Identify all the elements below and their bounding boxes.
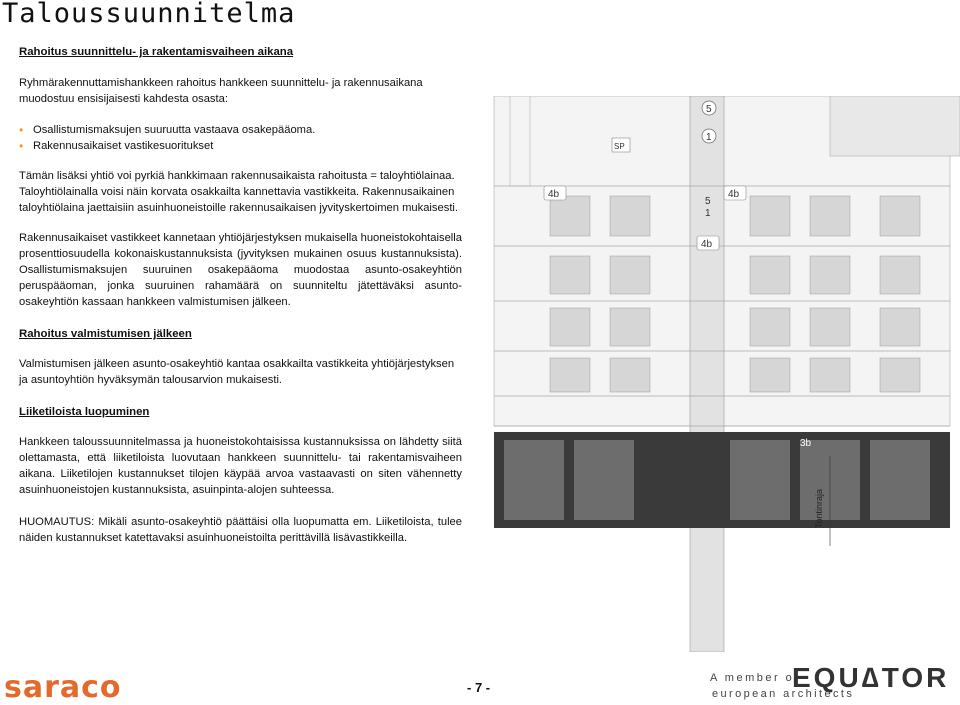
- section-heading: Liiketiloista luopuminen: [19, 406, 150, 418]
- drawing-label: 5: [706, 104, 712, 115]
- bullet-icon: •: [19, 139, 24, 153]
- drawing-label: 3b: [800, 438, 812, 449]
- drawing-label: SP: [614, 142, 625, 151]
- section-heading: Rahoitus suunnittelu- ja rakentamisvaiheen aikana: [19, 46, 294, 58]
- list-item: [19, 138, 462, 154]
- paragraph: Rakennusaikaiset vastikkeet kannetaan yhtiöjärjestyksen mukaisella huoneistokohtaisella prosenttiosuudella kokonaiskustannuksista (jyvityksen mukainen osuus kustannuksista). Osallistumismaksujen suuruinen osakepääoma muodostaa asunto-osakeyhtiön peruspääoman, jonka suuruinen rahamäärä on suunniteltu jätettäväksi asunto-osakeyhtiön kassaan hankkeen valmistumisen jälkeen.: [19, 232, 462, 308]
- drawing-label: 1: [706, 132, 712, 143]
- member-of-text: A member of: [710, 672, 800, 684]
- equator-logo: EQU∆TOR: [792, 662, 950, 693]
- paragraph: Hankkeen taloussuunnitelmassa ja huoneistokohtaisissa kustannuksissa on lähdetty siitä olettamasta, että liiketiloista luovutaan hankkeen suunnittelu- tai rakentamisvaiheen aikana. Liiketilojen kustannukset tilojen käypää arvoa vastaavasti on siten vähennetty asuinhuoneistojen kustannuksista, asuinpinta-alojen suhteessa.: [19, 436, 462, 496]
- drawing-label: Tontinraja: [814, 488, 824, 528]
- note-paragraph: HUOMAUTUS: Mikäli asunto-osakeyhtiö päättäisi olla luopumatta em. Liiketiloista, tulee näiden kustannukset katettavaksi asuinhuoneistoilta perittävillä lisävastikkeilla.: [19, 516, 462, 544]
- drawing-label: 4b: [728, 189, 740, 200]
- intro-paragraph: Ryhmärakennuttamishankkeen rahoitus hankkeen suunnittelu- ja rakennusaikana muodostuu ensisijaisesti kahdesta osasta:: [19, 77, 423, 105]
- drawing-label: 5: [705, 196, 711, 207]
- page-number: - 7 -: [467, 680, 491, 695]
- section-heading: Rahoitus valmistumisen jälkeen: [19, 328, 192, 340]
- bullet-list: [19, 122, 462, 154]
- text-column: [19, 44, 462, 546]
- list-item-text: Rakennusaikaiset vastikesuoritukset: [33, 140, 214, 152]
- drawing-label: 1: [705, 208, 711, 219]
- drawing-label: 4b: [701, 239, 713, 250]
- paragraph: Valmistumisen jälkeen asunto-osakeyhtiö kantaa osakkailta vastikkeita yhtiöjärjestyksen ja asuntoyhtiön hyväksymän talousarvion mukaisesti.: [19, 358, 455, 386]
- bullet-icon: •: [19, 123, 24, 137]
- list-item-text: Osallistumismaksujen suuruutta vastaava osakepääoma.: [33, 124, 316, 136]
- saraco-logo: saraco: [4, 670, 122, 705]
- page-title: Taloussuunnitelma: [2, 0, 296, 29]
- paragraph: Tämän lisäksi yhtiö voi pyrkiä hankkimaan rakennusaikaista rahoitusta = taloyhtiölainaa. Taloyhtiölainalla voisi näin korvata osakkailta kannettavia vastikkeita. Rakennusaikainen taloyhtiölaina jaettaisiin asuinhuoneistoille rakennusaikaisen jyvityskertoimen mukaisesti.: [19, 170, 459, 214]
- drawing-label: 4b: [548, 189, 560, 200]
- european-architects-text: european architects: [712, 688, 855, 700]
- building-elevation-drawing: [490, 96, 960, 652]
- list-item: [19, 122, 462, 138]
